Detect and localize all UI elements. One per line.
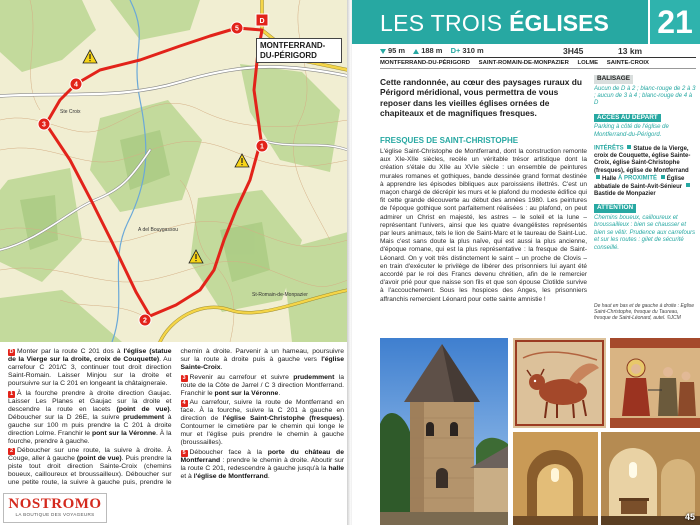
route-step bbox=[8, 390, 172, 446]
marker-3: 3 bbox=[42, 121, 46, 129]
step-text: Déboucher sur une route, la suivre à droite. À Couge, aller à gauche bbox=[8, 447, 172, 462]
step-text: et à bbox=[180, 472, 194, 480]
elevation-gain: 310 m bbox=[462, 46, 484, 56]
duration: 3H45 bbox=[563, 46, 584, 56]
waypoint-marker-icon bbox=[256, 140, 268, 152]
alt-max: 188 m bbox=[421, 46, 443, 56]
step-highlight: (point de vue) bbox=[76, 455, 122, 462]
marker-d: D bbox=[259, 18, 265, 25]
step-highlight: l'église de Montferrand bbox=[193, 472, 268, 480]
step-highlight: l'église Sainte-Croix bbox=[180, 356, 344, 371]
acces-label: ACCÈS AU DÉPART bbox=[594, 114, 661, 123]
marker-4: 4 bbox=[74, 81, 78, 89]
marker-2: 2 bbox=[143, 317, 147, 325]
town-label: MONTFERRAND-DU-PÉRIGORD bbox=[256, 38, 342, 63]
balisage-text: Aucun de D à 2 ; blanc-rouge de 2 à 3 ; aucun de 3 à 4 ; blanc-rouge de 4 à D bbox=[594, 85, 696, 107]
marker-5: 5 bbox=[235, 25, 239, 33]
min-altitude-icon bbox=[380, 49, 386, 54]
step-text: . bbox=[267, 472, 270, 480]
interets-item: Statue de la Vierge, croix de Couquette, église Sainte-Croix, église Saint-Christophe (fresques), église de Montferrand bbox=[594, 145, 691, 174]
marker-1: 1 bbox=[260, 143, 264, 151]
step-text: . Déboucher sur la D 26E, la suivre bbox=[8, 405, 172, 421]
step-highlight: l'église (statue de la Vierge sur la droite, croix de Couquette) bbox=[8, 348, 172, 363]
place-ste-croix: Ste Croix bbox=[60, 109, 81, 115]
balisage-label: BALISAGE bbox=[594, 75, 633, 84]
max-altitude-icon bbox=[413, 49, 419, 54]
village-list bbox=[380, 57, 696, 69]
step-marker: 1 bbox=[9, 390, 14, 397]
info-sidebar bbox=[594, 75, 696, 301]
attention-label: ATTENTION bbox=[594, 204, 636, 213]
photo-caption: De haut en bas et de gauche à droite : Église Saint-Christophe, fresque du Taureau, fresque de Saint-Léonard, autel. ©JCM bbox=[594, 303, 695, 322]
route-step bbox=[8, 348, 172, 388]
proximite-item: Bastide de Monpazier bbox=[594, 184, 692, 197]
place-st-romain: St-Romain-de-Monpazier bbox=[252, 292, 308, 298]
route-map bbox=[0, 0, 348, 342]
alt-min: 95 m bbox=[388, 46, 406, 56]
proximite-item: Église abbatiale de Saint-Avit-Sénieur bbox=[594, 175, 685, 190]
route-step bbox=[181, 449, 345, 481]
step-highlight: prudemment bbox=[123, 413, 165, 421]
village: SAINTE-CROIX bbox=[606, 60, 649, 66]
step-text: . Contourner le cimetière par le chemin qui longe le mur et l'église puis prendre le chemin à gauche (broussailles). bbox=[180, 415, 344, 446]
village: LOLME bbox=[577, 60, 599, 66]
route-step bbox=[181, 374, 345, 398]
page-number: 45 bbox=[684, 512, 695, 522]
step-text: . À la fourche, prendre à gauche. bbox=[8, 429, 172, 445]
photo-interior-arch bbox=[513, 432, 598, 525]
waypoint-marker-icon bbox=[70, 78, 82, 90]
photo-fresco-leonard bbox=[610, 338, 700, 428]
waypoint-marker-icon bbox=[139, 314, 151, 326]
publisher-logo bbox=[3, 493, 107, 523]
step-text: à gauche sur 100 m puis prendre la C 201 à droite direction Lolme. Franchir le bbox=[8, 413, 172, 437]
waypoint-marker-icon bbox=[231, 22, 243, 34]
step-highlight: porte du château de Montferrand bbox=[180, 448, 344, 464]
step-text: À la fourche prendre à droite direction Gaujac. Laisser Les Planes et Gaujac sur la droite et descendre la route en lacets bbox=[8, 389, 172, 413]
village: SAINT-ROMAIN-DE-MONPAZIER bbox=[478, 60, 569, 66]
step-text: : prendre le chemin à droite. Aboutir sur la route C 201, redescendre à gauche jusqu'à la bbox=[180, 456, 344, 472]
logo-tagline: LA BOUTIQUE DES VOYAGEURS bbox=[15, 512, 95, 517]
waypoint-marker-icon bbox=[38, 118, 50, 130]
route-number: 21 bbox=[648, 0, 700, 44]
route-step bbox=[181, 399, 345, 447]
page-title bbox=[380, 10, 609, 36]
route-description bbox=[8, 348, 344, 487]
step-highlight: pont sur la Véronne bbox=[92, 429, 156, 437]
step-marker: 2 bbox=[9, 448, 14, 454]
elevation-gain-label: D+ bbox=[450, 46, 461, 56]
acces-text: Parking à côté de l'église de Montferrand-du-Périgord. bbox=[594, 124, 669, 138]
interets-item: Halle bbox=[594, 176, 616, 182]
step-text: . Puis prendre la piste tout droit direction Sainte-Croix (chemins boueux, cailloureux et broussailleux). Déboucher sur une petite route, la suivre à gauche puis, prendre le chemin à droite. Parvenir à un hameau, poursuivre sur la route à droite puis à gauche vers bbox=[8, 348, 344, 486]
interets-block bbox=[594, 145, 696, 198]
interets-label: INTÉRÊTS bbox=[594, 145, 624, 152]
step-marker: 3 bbox=[182, 374, 186, 381]
step-text: Au carrefour, suivre la route de Montferrand en face. À la fourche, suivre la C 201 à gauche en direction de bbox=[180, 399, 344, 422]
step-text: la route de la Côte de Jarrel / C 3 direction Montferrand. Franchir le bbox=[180, 373, 344, 397]
start-marker-icon bbox=[256, 14, 268, 26]
photo-fresco-bull bbox=[513, 338, 606, 428]
route-stats bbox=[380, 45, 696, 57]
photo-church bbox=[380, 338, 508, 525]
title-band bbox=[352, 0, 700, 44]
title-light: LES TROIS bbox=[380, 10, 510, 36]
proximite-label: À PROXIMITÉ bbox=[618, 175, 658, 182]
step-highlight: prudemment bbox=[293, 373, 335, 381]
step-text: . bbox=[220, 364, 223, 371]
step-highlight: (point de vue) bbox=[116, 405, 170, 413]
step-text: Monter par la route C 201 dos à bbox=[17, 348, 124, 355]
distance: 13 km bbox=[618, 46, 643, 56]
step-highlight: l'église Saint-Christophe (fresques) bbox=[222, 415, 343, 422]
step-marker: D bbox=[9, 349, 14, 355]
step-marker: 4 bbox=[182, 400, 186, 406]
step-text: Déboucher face à la bbox=[189, 448, 268, 456]
step-highlight: pont sur la Véronne bbox=[214, 389, 279, 397]
intro-paragraph: Cette randonnée, au cœur des paysages ruraux du Périgord méridional, vous permettra de vous reposer dans les vieilles églises ornées de chapiteaux et de magnifiques fresques. bbox=[380, 77, 582, 119]
step-text: . Au carrefour C 201/C 3, continuer tout droit direction Saint-Romain. Laisser Minjou sur la droite et poursuivre sur la C 201 en longeant la châtaigneraie. bbox=[8, 356, 172, 387]
village: MONTFERRAND-DU-PÉRIGORD bbox=[380, 60, 470, 66]
step-highlight: halle bbox=[328, 464, 344, 472]
attention-text: Chemins boueux, cailloureux et broussailleux : bien se chausser et bien se vêtir. Prudence aux carrefours et sur les routes : gilet de sécurité conseillé. bbox=[594, 214, 696, 251]
place-bouygassou: A del Bouygassou bbox=[138, 227, 179, 233]
step-marker: 5 bbox=[182, 449, 186, 456]
title-bold: ÉGLISES bbox=[509, 10, 609, 36]
step-text: . bbox=[278, 389, 281, 397]
section-title: FRESQUES DE SAINT-CHRISTOPHE bbox=[380, 136, 519, 145]
body-text: L'église Saint-Christophe de Montferrand, dont la construction remonte aux XIe-XIIe siècles, recèle un véritable trésor artistique dont la création s'étale du XIIe au XVIe siècle : un ensemble de peintures murales romanes et gothiques, bande dessinée grand format destinée à apprendre les épisodes bibliques aux paroissiens illettrés. C'est un maçon chargé de décrépir les murs et le plafond du modeste édifice qui fit cette grande découverte au début des années 1980. Les peintures de l'époque gothique sont parfaitement réalisées : au plafond, on peut admirer un Christ en majesté, les astres – le soleil et la lune – représentant l'univers, ainsi que les quatre évangélistes représentés par leurs animaux, tels le lion de Saint-Marc et le taureau de Saint-Luc. Mais c'est sans doute la plus naïve, qui est aussi la plus ancienne, d'époque romane, qui est la plus représentative : la fresque de Saint-Léonard. On y voit très distinctement le saint – un proche de Clovis – en train d'exécuter le privilège de libérer des prisonniers lui ayant été accordé par le roi des Francs devenu chrétien, afin de le remercier d'avoir prié pour que naisse son fils et que son épouse Clotilde survive à l'accouchement. Sous les hospices des Anges, les prisonniers affranchis remercient Léonard pour cette sainte amnistie ! bbox=[380, 148, 587, 303]
logo-name: NOSTROMO bbox=[8, 496, 102, 512]
right-page bbox=[352, 0, 700, 525]
step-text: Revenir au carrefour et suivre bbox=[189, 373, 294, 381]
